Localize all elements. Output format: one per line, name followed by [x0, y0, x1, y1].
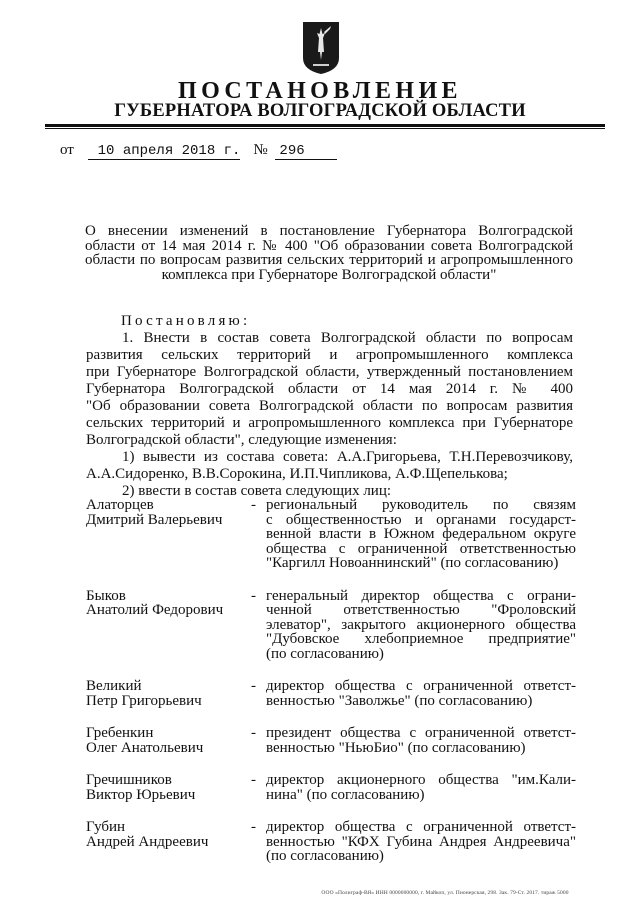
person-entry	[86, 820, 576, 864]
position-line: директор общества с ограниченной ответст-	[266, 819, 576, 835]
person-dash: -	[251, 725, 256, 741]
position-line: ченной ответственностью "Фроловский	[266, 602, 576, 618]
body-line: А.А.Сидоренко, В.В.Сорокина, И.П.Чипликова, А.Ф.Щепелькова;	[86, 466, 508, 482]
position-line: "Дубовское хлебоприемное предприятие"	[266, 631, 576, 647]
subject-line: области по вопросам развития сельских территорий и агропромышленного	[85, 252, 573, 268]
body-line: развития сельских территорий и агропромышленного комплекса	[86, 347, 573, 363]
person-entry	[86, 773, 576, 802]
body-line: "Об образовании совета Волгоградской области по вопросам развития	[86, 398, 573, 414]
decree-date: 10 апреля 2018 г.	[88, 143, 240, 160]
person-name	[86, 820, 241, 849]
decree-word: Постановляю:	[121, 313, 251, 329]
person-given-name: Дмитрий Валерьевич	[86, 511, 223, 528]
person-surname: Гребенкин	[86, 725, 154, 741]
person-position	[266, 773, 576, 802]
person-entry	[86, 498, 576, 571]
body-line: при Губернаторе Волгоградской области, утвержденный постановлением	[86, 364, 573, 380]
body-line: 1. Внести в состав совета Волгоградской области по вопросам	[122, 330, 573, 346]
subject-line: области от 14 мая 2014 г. № 400 "Об образовании совета Волгоградской	[85, 237, 573, 254]
header-rule	[45, 124, 605, 127]
body-line: Волгоградской области", следующие изменения:	[86, 432, 397, 448]
position-line: генеральный директор общества с ограни-	[266, 587, 576, 604]
person-position	[266, 589, 576, 662]
decree-body	[86, 330, 573, 500]
position-line: венностью "НьюБио" (по согласованию)	[266, 739, 526, 756]
subject-line: О внесении изменений в постановление Губернатора Волгоградской	[85, 223, 573, 239]
position-line: общества с ограниченной ответственностью	[266, 540, 576, 557]
position-line: директор акционерного общества "им.Кали-	[266, 772, 576, 788]
person-name	[86, 589, 241, 618]
number-label: №	[253, 142, 268, 158]
person-surname: Гречишников	[86, 772, 172, 788]
position-line: нина" (по согласованию)	[266, 786, 425, 803]
document-subtitle: ГУБЕРНАТОРА ВОЛГОГРАДСКОЙ ОБЛАСТИ	[114, 101, 526, 121]
body-line: 2) ввести в состав совета следующих лиц:	[122, 483, 392, 499]
person-given-name: Олег Анатольевич	[86, 739, 204, 756]
decree-number: 296	[275, 143, 337, 160]
person-position	[266, 726, 576, 755]
person-entry	[86, 679, 576, 708]
position-line: с общественностью и органами государст-	[266, 511, 576, 528]
body-line: 1) вывести из состава совета: А.А.Григорьева, Т.Н.Перевозчикову,	[122, 449, 573, 465]
position-line: венностью "КФХ Губина Андрея Андреевича"	[266, 833, 576, 850]
person-given-name: Анатолий Федорович	[86, 602, 224, 618]
person-position	[266, 679, 576, 708]
person-given-name: Петр Григорьевич	[86, 692, 202, 709]
from-label: от	[60, 142, 74, 158]
position-line: региональный руководитель по связям	[266, 497, 576, 513]
person-name	[86, 498, 241, 527]
document-title: ПОСТАНОВЛЕНИЕ	[178, 78, 462, 104]
person-dash: -	[251, 497, 256, 513]
position-line: элеватор", закрытого акционерного общества	[266, 616, 576, 633]
person-entry	[86, 589, 576, 662]
person-name	[86, 726, 241, 755]
position-line: президент общества с ограниченной ответст-	[266, 725, 576, 741]
person-given-name: Виктор Юрьевич	[86, 786, 196, 803]
position-line: "Каргилл Новоаннинский" (по согласованию)	[266, 555, 559, 571]
decree-subject	[85, 224, 573, 282]
person-surname: Великий	[86, 678, 142, 694]
header-rule-thin	[45, 128, 605, 129]
position-line: (по согласованию)	[266, 848, 384, 864]
position-line: венной власти в Южном федеральном округе	[266, 526, 576, 542]
person-name	[86, 679, 241, 708]
body-line: Губернатора Волгоградской области от 14 мая 2014 г. № 400	[86, 381, 573, 397]
position-line: венностью "Заволжье" (по согласованию)	[266, 692, 533, 709]
person-surname: Быков	[86, 587, 126, 604]
person-dash: -	[251, 587, 256, 604]
position-line: (по согласованию)	[266, 645, 384, 662]
person-dash: -	[251, 678, 256, 694]
person-dash: -	[251, 772, 256, 788]
person-surname: Губин	[86, 819, 126, 835]
person-position	[266, 820, 576, 864]
persons-list	[86, 498, 576, 882]
person-entry	[86, 726, 576, 755]
person-dash: -	[251, 819, 256, 835]
print-imprint: ООО «Полиграф-ВЯ» ИНН 0000000000, г. Майкоп, ул. Пионерская, 298. Зак. 79-Ст. 2017. тираж 5000	[321, 890, 569, 896]
volgograd-coat-of-arms-icon	[301, 20, 341, 76]
date-number-row	[60, 140, 337, 160]
person-surname: Алаторцев	[86, 497, 154, 513]
position-line: директор общества с ограниченной ответст-	[266, 678, 576, 694]
person-name	[86, 773, 241, 802]
body-line: сельских территорий и агропромышленного комплекса при Губернаторе	[86, 415, 573, 431]
subject-line: комплекса при Губернаторе Волгоградской области"	[161, 266, 497, 283]
person-position	[266, 498, 576, 571]
person-given-name: Андрей Андреевич	[86, 833, 209, 850]
